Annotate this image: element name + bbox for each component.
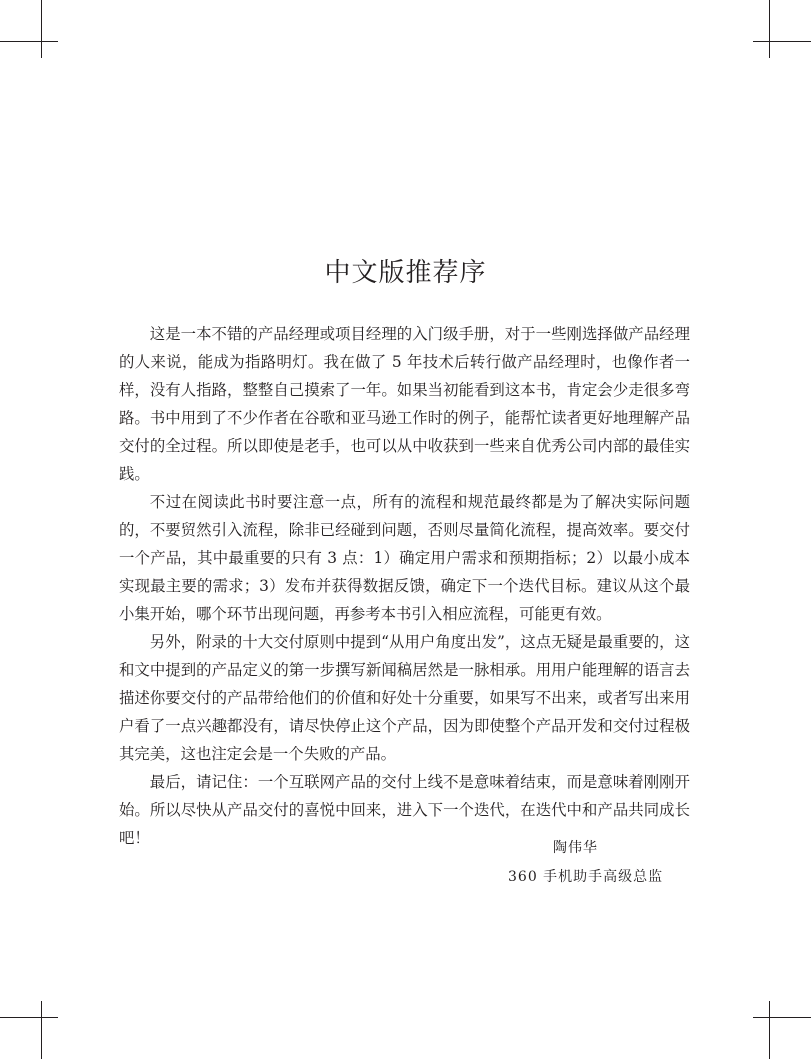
crop-mark <box>0 1017 58 1018</box>
crop-mark <box>41 1001 42 1059</box>
preface-body <box>119 320 690 852</box>
paragraph: 另外，附录的十大交付原则中提到“从用户角度出发”，这点无疑是最重要的，这和文中提到的产品定义的第一步撰写新闻稿居然是一脉相承。用用户能理解的语言去描述你要交付的产品带给他们的价值和好处十分重要，如果写不出来，或者写出来用户看了一点兴趣都没有，请尽快停止这个产品，因为即使整个产品开发和交付过程极其完美，这也注定会是一个失败的产品。 <box>119 633 690 763</box>
crop-mark <box>753 1017 811 1018</box>
crop-mark <box>769 0 770 58</box>
paragraph: 这是一本不错的产品经理或项目经理的入门级手册，对于一些刚选择做产品经理的人来说，能成为指路明灯。我在做了 5 年技术后转行做产品经理时，也像作者一样，没有人指路，整整自己摸索了一年。如果当初能看到这本书，肯定会少走很多弯路。书中用到了不少作者在谷歌和亚马逊工作时的例子，能帮忙读者更好地理解产品交付的全过程。所以即使是老手，也可以从中收获到一些来自优秀公司内部的最佳实践。 <box>119 325 690 483</box>
crop-mark <box>769 1001 770 1059</box>
paragraph: 不过在阅读此书时要注意一点，所有的流程和规范最终都是为了解决实际问题的，不要贸然引入流程，除非已经碰到问题，否则尽量简化流程，提高效率。要交付一个产品，其中最重要的只有 3 点：1）确定用户需求和预期指标；2）以最小成本实现最主要的需求；3）发布并获得数据反馈，确定下一个迭代目标。建议从这个最小集开始，哪个环节出现问题，再参考本书引入相应流程，可能更有效。 <box>119 493 690 623</box>
crop-mark <box>41 0 42 58</box>
crop-mark <box>753 41 811 42</box>
paragraph: 最后，请记住：一个互联网产品的交付上线不是意味着结束，而是意味着刚刚开始。所以尽快从产品交付的喜悦中回来，进入下一个迭代，在迭代中和产品共同成长吧！ <box>119 773 690 847</box>
signature-name: 陶伟华 <box>553 840 598 856</box>
page-title: 中文版推荐序 <box>324 258 487 288</box>
signature-role: 360 手机助手高级总监 <box>508 869 664 885</box>
crop-mark <box>0 41 58 42</box>
